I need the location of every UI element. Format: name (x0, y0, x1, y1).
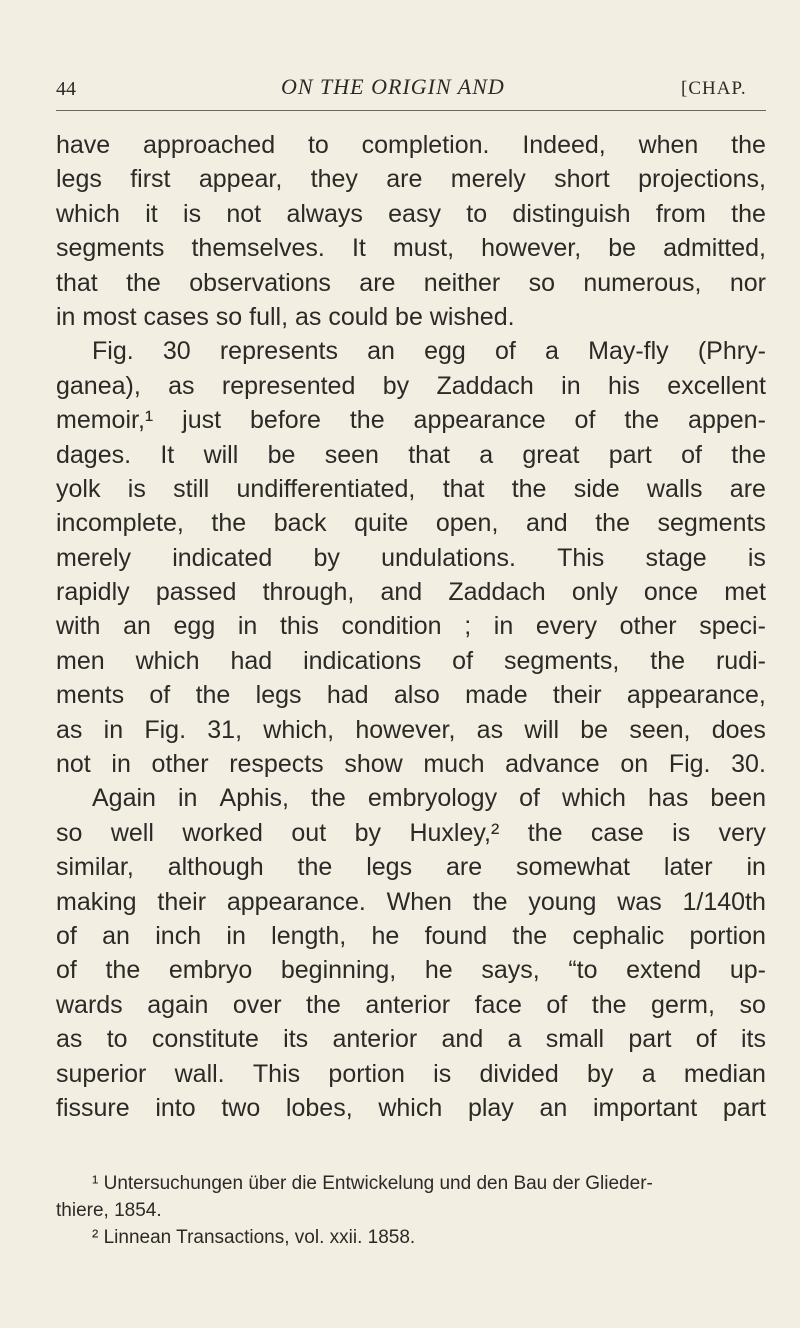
word: portion (328, 1059, 405, 1088)
word: somewhat (516, 853, 630, 882)
word: of (149, 681, 171, 710)
word: an (123, 612, 151, 641)
word: 1/140th (682, 887, 766, 916)
word: says, (481, 956, 540, 985)
word: short (554, 165, 610, 194)
word: part (628, 1025, 672, 1054)
word: so (528, 268, 556, 297)
word: that (408, 440, 450, 469)
word: quite (354, 509, 409, 538)
word: into (155, 1093, 196, 1122)
word: represents (219, 337, 338, 366)
text-line (56, 781, 766, 815)
word: the (472, 887, 508, 916)
word: the (349, 406, 385, 435)
word: Huxley,² (409, 818, 500, 847)
word: When (386, 887, 452, 916)
word: he (424, 956, 453, 985)
word: in (493, 612, 514, 641)
text-line (56, 403, 766, 437)
word: themselves. (191, 234, 325, 263)
word: This (252, 1059, 301, 1088)
word: again (147, 990, 209, 1019)
word: anterior (365, 990, 451, 1019)
word: distinguish (512, 199, 631, 228)
word: making (56, 887, 137, 916)
word: appearance (413, 406, 546, 435)
word: not (226, 199, 262, 228)
word: and (525, 509, 568, 538)
word: its (283, 1025, 309, 1054)
word: (Phry- (697, 337, 766, 366)
word: Fig. (144, 715, 187, 744)
word: which (135, 646, 200, 675)
word: by (587, 1059, 614, 1088)
word: an (367, 337, 395, 366)
word: still (173, 474, 210, 503)
text-line (56, 609, 766, 643)
word: worked (182, 818, 263, 847)
word: This (557, 543, 605, 572)
word: been (710, 784, 766, 813)
word: easy (388, 199, 441, 228)
word: Indeed, (522, 131, 606, 159)
word: their (552, 681, 602, 710)
word: which (378, 1093, 443, 1122)
word: the (511, 474, 547, 503)
word: as (476, 715, 504, 744)
word: segments (657, 509, 766, 538)
word: in (561, 371, 581, 400)
word: are (359, 268, 396, 297)
word: legs (56, 165, 102, 194)
word: very (718, 818, 766, 847)
word: constitute (151, 1025, 259, 1054)
word: in (746, 853, 766, 882)
word: the (527, 818, 563, 847)
word: embryo (168, 956, 253, 985)
word: 30. (731, 750, 766, 779)
word: young (528, 887, 597, 916)
text-line (56, 1091, 766, 1125)
word: rudi- (715, 646, 766, 675)
word: must, (392, 234, 455, 263)
word: condition (341, 612, 442, 641)
word: in (111, 750, 131, 779)
word: met (724, 578, 766, 607)
word: to (307, 131, 329, 159)
word: completion. (361, 131, 490, 159)
word: ments (56, 681, 125, 710)
word: great (522, 440, 580, 469)
text-line (56, 369, 766, 403)
word: undifferentiated, (236, 474, 416, 503)
word: It (351, 234, 366, 263)
word: stage (645, 543, 707, 572)
word: nor (729, 268, 766, 297)
word: before (250, 406, 321, 435)
word: just (182, 406, 222, 435)
word: first (130, 165, 171, 194)
word: always (286, 199, 363, 228)
word: the (595, 509, 630, 538)
word: of (452, 646, 474, 675)
word: will (203, 440, 239, 469)
word: is (433, 1059, 452, 1088)
word: excellent (667, 371, 766, 400)
word: respects (229, 750, 324, 779)
word: indicated (172, 543, 273, 572)
word: show (344, 750, 403, 779)
word: advance (505, 750, 600, 779)
word: 31, (207, 715, 243, 744)
word: represented (221, 371, 356, 400)
text-line (56, 1022, 766, 1056)
text-line (56, 919, 766, 953)
footnote-line: thiere, 1854. (56, 1200, 162, 1221)
word: length, (271, 921, 347, 950)
word: it (145, 199, 158, 228)
word: approached (143, 131, 276, 159)
word: men (56, 646, 105, 675)
word: over (232, 990, 282, 1019)
word: segments (56, 234, 165, 263)
word: had (326, 681, 369, 710)
word: Again (92, 784, 156, 813)
word: anterior (332, 1025, 418, 1054)
word: the (211, 509, 247, 538)
word: 30 (162, 337, 191, 366)
word: are (729, 474, 766, 503)
word: Fig. (92, 337, 134, 366)
word: does (711, 715, 766, 744)
word: made (465, 681, 528, 710)
word: It (160, 440, 175, 469)
word: their (157, 887, 207, 916)
text-line (56, 506, 766, 540)
word: small (545, 1025, 605, 1054)
word: beginning, (280, 956, 397, 985)
word: later (663, 853, 713, 882)
header-rule (56, 110, 766, 111)
word: legs (366, 853, 413, 882)
word: out (291, 818, 327, 847)
word: play (467, 1093, 514, 1122)
word: numerous, (583, 268, 702, 297)
word: that (442, 474, 485, 503)
word: up- (729, 956, 766, 985)
word: is (747, 543, 766, 572)
word: of (546, 990, 568, 1019)
text-line (56, 128, 766, 162)
text-line (56, 438, 766, 472)
text-line (56, 953, 766, 987)
word: other (619, 612, 677, 641)
word: egg (173, 612, 216, 641)
text-line (56, 678, 766, 712)
word: the (591, 990, 627, 1019)
text-line (56, 747, 766, 781)
word: merely (56, 543, 132, 572)
word: divided (479, 1059, 559, 1088)
word: of (495, 337, 516, 366)
word: only (571, 578, 618, 607)
text-line (56, 197, 766, 231)
word: Fig. (668, 750, 711, 779)
word: a (507, 1025, 522, 1054)
word: is (672, 818, 691, 847)
text-line (56, 541, 766, 575)
word: in (226, 921, 246, 950)
text-line (56, 885, 766, 919)
footnote-line: ² Linnean Transactions, vol. xxii. 1858. (92, 1227, 416, 1248)
word: two (221, 1093, 261, 1122)
word: admitted, (663, 234, 766, 263)
word: as (56, 1025, 83, 1054)
word: germ, (651, 990, 715, 1019)
word: the (195, 681, 231, 710)
word: lobes, (285, 1093, 353, 1122)
word: passed (155, 578, 237, 607)
word: be (267, 440, 296, 469)
page-header (56, 72, 766, 102)
word: this (279, 612, 319, 641)
running-title: ON THE ORIGIN AND (281, 74, 505, 99)
word: merely (450, 165, 526, 194)
word: wall. (174, 1059, 225, 1088)
word: the (731, 440, 766, 469)
word: part (608, 440, 652, 469)
word: from (655, 199, 706, 228)
word: the (624, 406, 660, 435)
text-line (56, 231, 766, 265)
word: the (311, 784, 346, 813)
word: a (479, 440, 494, 469)
text-line (56, 988, 766, 1022)
word: Zaddach (448, 578, 546, 607)
text-line (56, 334, 766, 368)
text-line (56, 266, 766, 300)
word: the (731, 131, 766, 159)
footnotes (56, 1170, 766, 1251)
word: Zaddach (436, 371, 534, 400)
word: similar, (56, 853, 134, 882)
word: an (102, 921, 130, 950)
text-line (56, 162, 766, 196)
word: superior (56, 1059, 147, 1088)
word: to (106, 1025, 128, 1054)
text-line: in most cases so full, as could be wished. (56, 302, 515, 331)
word: ; (464, 612, 472, 641)
body-text (56, 128, 766, 1125)
word: the (650, 646, 686, 675)
word: indications (303, 646, 422, 675)
word: which (562, 784, 626, 813)
word: was (617, 887, 662, 916)
word: yolk (56, 474, 101, 503)
chapter-mark: [CHAP. (681, 78, 747, 99)
word: be (608, 234, 637, 263)
word: the (731, 199, 766, 228)
text-line (56, 644, 766, 678)
word: Aphis, (219, 784, 289, 813)
word: of (695, 1025, 717, 1054)
text-line (56, 472, 766, 506)
word: so (56, 818, 83, 847)
word: the (105, 956, 141, 985)
word: walls (646, 474, 703, 503)
word: although (167, 853, 264, 882)
word: egg (424, 337, 466, 366)
word: ganea), (56, 371, 141, 400)
word: with (56, 612, 101, 641)
word: which, (263, 715, 335, 744)
word: a (641, 1059, 656, 1088)
footnote-line: ¹ Untersuchungen über die Entwickelung und den Bau der Glieder- (92, 1173, 653, 1194)
word: as (56, 715, 83, 744)
word: case (590, 818, 644, 847)
word: have (56, 131, 111, 159)
word: which (56, 199, 120, 228)
word: memoir,¹ (56, 406, 154, 435)
word: are (446, 853, 483, 882)
word: median (683, 1059, 766, 1088)
word: once (643, 578, 699, 607)
word: embryology (367, 784, 498, 813)
word: well (110, 818, 154, 847)
word: appearance, (626, 681, 766, 710)
word: the (306, 990, 341, 1019)
word: when (638, 131, 699, 159)
word: to (466, 199, 488, 228)
word: wards (56, 990, 123, 1019)
word: rapidly (56, 578, 130, 607)
word: as (168, 371, 195, 400)
word: of (681, 440, 702, 469)
word: has (648, 784, 689, 813)
word: side (573, 474, 620, 503)
word: other (151, 750, 209, 779)
word: May-fly (588, 337, 669, 366)
word: however, (481, 234, 582, 263)
word: not (56, 750, 91, 779)
word: through, (262, 578, 355, 607)
word: in (237, 612, 258, 641)
word: of (56, 921, 77, 950)
word: neither (423, 268, 501, 297)
word: they (310, 165, 358, 194)
text-line (56, 1057, 766, 1091)
word: is (183, 199, 202, 228)
word: every (535, 612, 598, 641)
word: appearance. (226, 887, 366, 916)
word: had (230, 646, 273, 675)
word: a (545, 337, 559, 366)
word: portion (689, 921, 766, 950)
word: found (424, 921, 488, 950)
page-number: 44 (56, 78, 76, 100)
word: cephalic (572, 921, 665, 950)
word: part (722, 1093, 766, 1122)
word: of (519, 784, 540, 813)
word: face (474, 990, 522, 1019)
word: incomplete, (56, 509, 184, 538)
word: on (620, 750, 649, 779)
word: legs (255, 681, 302, 710)
word: of (574, 406, 596, 435)
word: observations (189, 268, 331, 297)
word: appear, (198, 165, 283, 194)
word: the (126, 268, 161, 297)
word: however, (355, 715, 456, 744)
word: fissure (56, 1093, 130, 1122)
word: and (441, 1025, 484, 1054)
word: seen, (629, 715, 691, 744)
word: the (297, 853, 333, 882)
word: speci- (699, 612, 766, 641)
word: inch (155, 921, 202, 950)
word: will (524, 715, 560, 744)
word: his (607, 371, 640, 400)
word: by (382, 371, 410, 400)
word: its (740, 1025, 766, 1054)
word: extend (626, 956, 702, 985)
word: open, (435, 509, 499, 538)
word: by (313, 543, 340, 572)
word: he (371, 921, 400, 950)
word: important (593, 1093, 698, 1122)
word: also (393, 681, 440, 710)
word: much (423, 750, 485, 779)
word: segments, (503, 646, 620, 675)
text-line (56, 575, 766, 609)
word: that (56, 268, 98, 297)
word: so (739, 990, 766, 1019)
word: seen (324, 440, 379, 469)
word: “to (568, 956, 598, 985)
word: of (56, 956, 77, 985)
word: an (539, 1093, 568, 1122)
word: appen- (688, 406, 766, 435)
word: the (512, 921, 548, 950)
word: and (380, 578, 423, 607)
text-line (56, 713, 766, 747)
word: in (103, 715, 124, 744)
word: projections, (638, 165, 766, 194)
word: are (386, 165, 423, 194)
word: be (580, 715, 609, 744)
text-line (56, 816, 766, 850)
word: back (273, 509, 327, 538)
word: dages. (56, 440, 132, 469)
text-line (56, 850, 766, 884)
word: by (354, 818, 381, 847)
word: in (178, 784, 198, 813)
word: undulations. (381, 543, 516, 572)
word: is (127, 474, 146, 503)
